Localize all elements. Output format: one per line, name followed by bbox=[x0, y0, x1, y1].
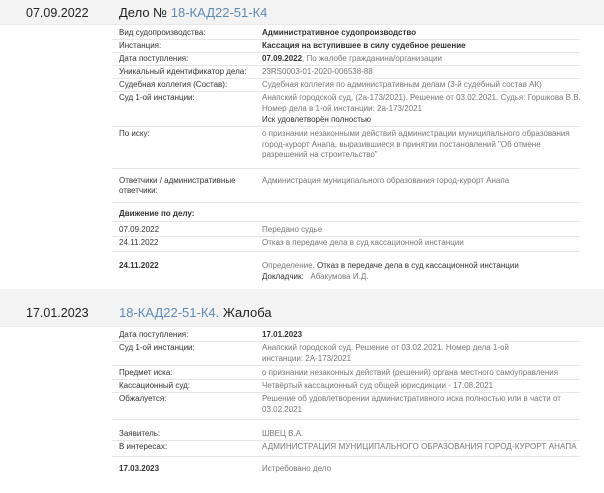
divider bbox=[112, 392, 580, 393]
field-value: 23RS0003-01-2020-006538-88 bbox=[262, 67, 373, 76]
complaint-number-link[interactable]: 18-КАД22-51-К4. bbox=[119, 305, 220, 320]
field-label: В интересах: bbox=[119, 442, 168, 451]
divider bbox=[112, 251, 580, 252]
field-value: Администрация муниципального образования город-курорт Анапа bbox=[262, 176, 510, 185]
decision-result: Отказ в передаче дела в суд кассационной инстанции bbox=[317, 261, 519, 270]
divider bbox=[112, 126, 580, 127]
field-label: Дата поступления: bbox=[119, 54, 189, 63]
field-value: Анапский городской суд. Решение от 03.02.2021. Номер дела 1-ой инстанции: 2А-173/2021 bbox=[262, 343, 509, 363]
field-value: Решение об удовлетворении административного иска полностью или в части от 03.02.2021 bbox=[262, 394, 561, 414]
field-value: Кассация на вступившее в силу судебное решение bbox=[262, 41, 466, 50]
field-value: Судебная коллегия по административным делам (3-й судебный состав АК) bbox=[262, 80, 542, 89]
complaint-date: 17.01.2023 bbox=[26, 306, 89, 320]
field-value: АДМИНИСТРАЦИЯ МУНИЦИПАЛЬНОГО ОБРАЗОВАНИЯ ГОРОД-КУРОРТ АНАПА bbox=[262, 442, 577, 451]
divider bbox=[112, 456, 580, 457]
divider bbox=[112, 91, 580, 92]
received-date: 07.09.2022 bbox=[262, 54, 303, 63]
field-label: Уникальный идентификатор дела: bbox=[119, 67, 247, 76]
case-title-prefix: Дело № bbox=[119, 5, 171, 20]
field-value: о признании незаконными действий администрации муниципального образования город-курорт Анапа, выразившиеся в принятии постановлений "Об отмене разрешений на строительство" bbox=[262, 129, 570, 159]
case-header bbox=[0, 0, 604, 25]
divider bbox=[112, 440, 580, 441]
movement-text: Отказ в передаче дела в суд кассационной инстанции bbox=[262, 238, 464, 247]
respondents-label: Ответчики / административные ответчики: bbox=[119, 176, 236, 195]
field-label: Кассационный суд: bbox=[119, 381, 190, 390]
field-label: Заявитель: bbox=[119, 429, 161, 438]
divider bbox=[112, 78, 580, 79]
event-text: Истребовано дело bbox=[262, 464, 332, 473]
divider bbox=[112, 52, 580, 53]
complaint-kind: Жалоба bbox=[219, 305, 272, 320]
divider bbox=[112, 236, 580, 237]
case-title bbox=[119, 5, 267, 20]
divider bbox=[112, 379, 580, 380]
case-number-link[interactable]: 18-КАД22-51-К4 bbox=[170, 5, 268, 20]
field-label bbox=[119, 176, 249, 196]
first-instance-result: Иск удовлетворён полностью bbox=[262, 115, 372, 124]
received-note: , По жалобе гражданина/организации bbox=[302, 54, 442, 63]
field-label: Дата поступления: bbox=[119, 330, 189, 339]
field-value: Анапский городской суд, (2а-173/2021). Решение от 03.02.2021. Судья: Горшкова В.В. Номер дела в 1-ой инстанции: 2а-173/2021 bbox=[262, 93, 581, 113]
field-label: Суд 1-ой инстанции: bbox=[119, 93, 195, 102]
complaint-header bbox=[0, 297, 604, 327]
divider bbox=[112, 65, 580, 66]
complaint-title bbox=[119, 305, 272, 320]
field-value: Административное судопроизводство bbox=[262, 28, 417, 37]
decision-prefix: Определение. bbox=[262, 261, 318, 270]
reporter-name: Абакумова И.Д. bbox=[310, 272, 369, 281]
movement-title: Движение по делу: bbox=[119, 209, 195, 218]
section-gap bbox=[0, 289, 604, 297]
decision-text bbox=[262, 261, 519, 272]
field-label: Предмет иска: bbox=[119, 368, 173, 377]
case-date: 07.09.2022 bbox=[26, 6, 89, 20]
field-label: Вид судопроизводства: bbox=[119, 28, 206, 37]
movement-date: 07.09.2022 bbox=[119, 225, 160, 234]
movement-date: 24.11.2022 bbox=[119, 238, 159, 247]
field-value bbox=[262, 54, 442, 65]
case-card-2 bbox=[0, 297, 604, 493]
divider bbox=[112, 419, 580, 420]
divider bbox=[112, 365, 580, 366]
decision-date: 24.11.2022 bbox=[119, 261, 159, 270]
field-value: Четвёртый кассационный суд общей юрисдикции - 17.08.2021 bbox=[262, 381, 494, 390]
field-value: ШВЕЦ В.А. bbox=[262, 429, 304, 438]
reporter-row bbox=[262, 272, 368, 283]
event-date: 17.03.2023 bbox=[119, 464, 160, 473]
field-label: По иску: bbox=[119, 129, 150, 138]
field-label: Суд 1-ой инстанции: bbox=[119, 343, 195, 352]
movement-text: Передано судье bbox=[262, 225, 323, 234]
divider bbox=[112, 168, 580, 169]
field-label: Судебная коллегия (Состав): bbox=[119, 80, 228, 89]
divider bbox=[112, 202, 580, 203]
divider bbox=[112, 39, 580, 40]
divider bbox=[112, 341, 580, 342]
field-label: Инстанция: bbox=[119, 41, 162, 50]
field-label: Обжалуется: bbox=[119, 394, 167, 403]
divider bbox=[112, 221, 580, 222]
field-value: 17.01.2023 bbox=[262, 330, 303, 339]
reporter-label: Докладчик: bbox=[262, 272, 304, 281]
field-value: о признании незаконных действий (решений) органа местного самоуправления bbox=[262, 368, 559, 377]
